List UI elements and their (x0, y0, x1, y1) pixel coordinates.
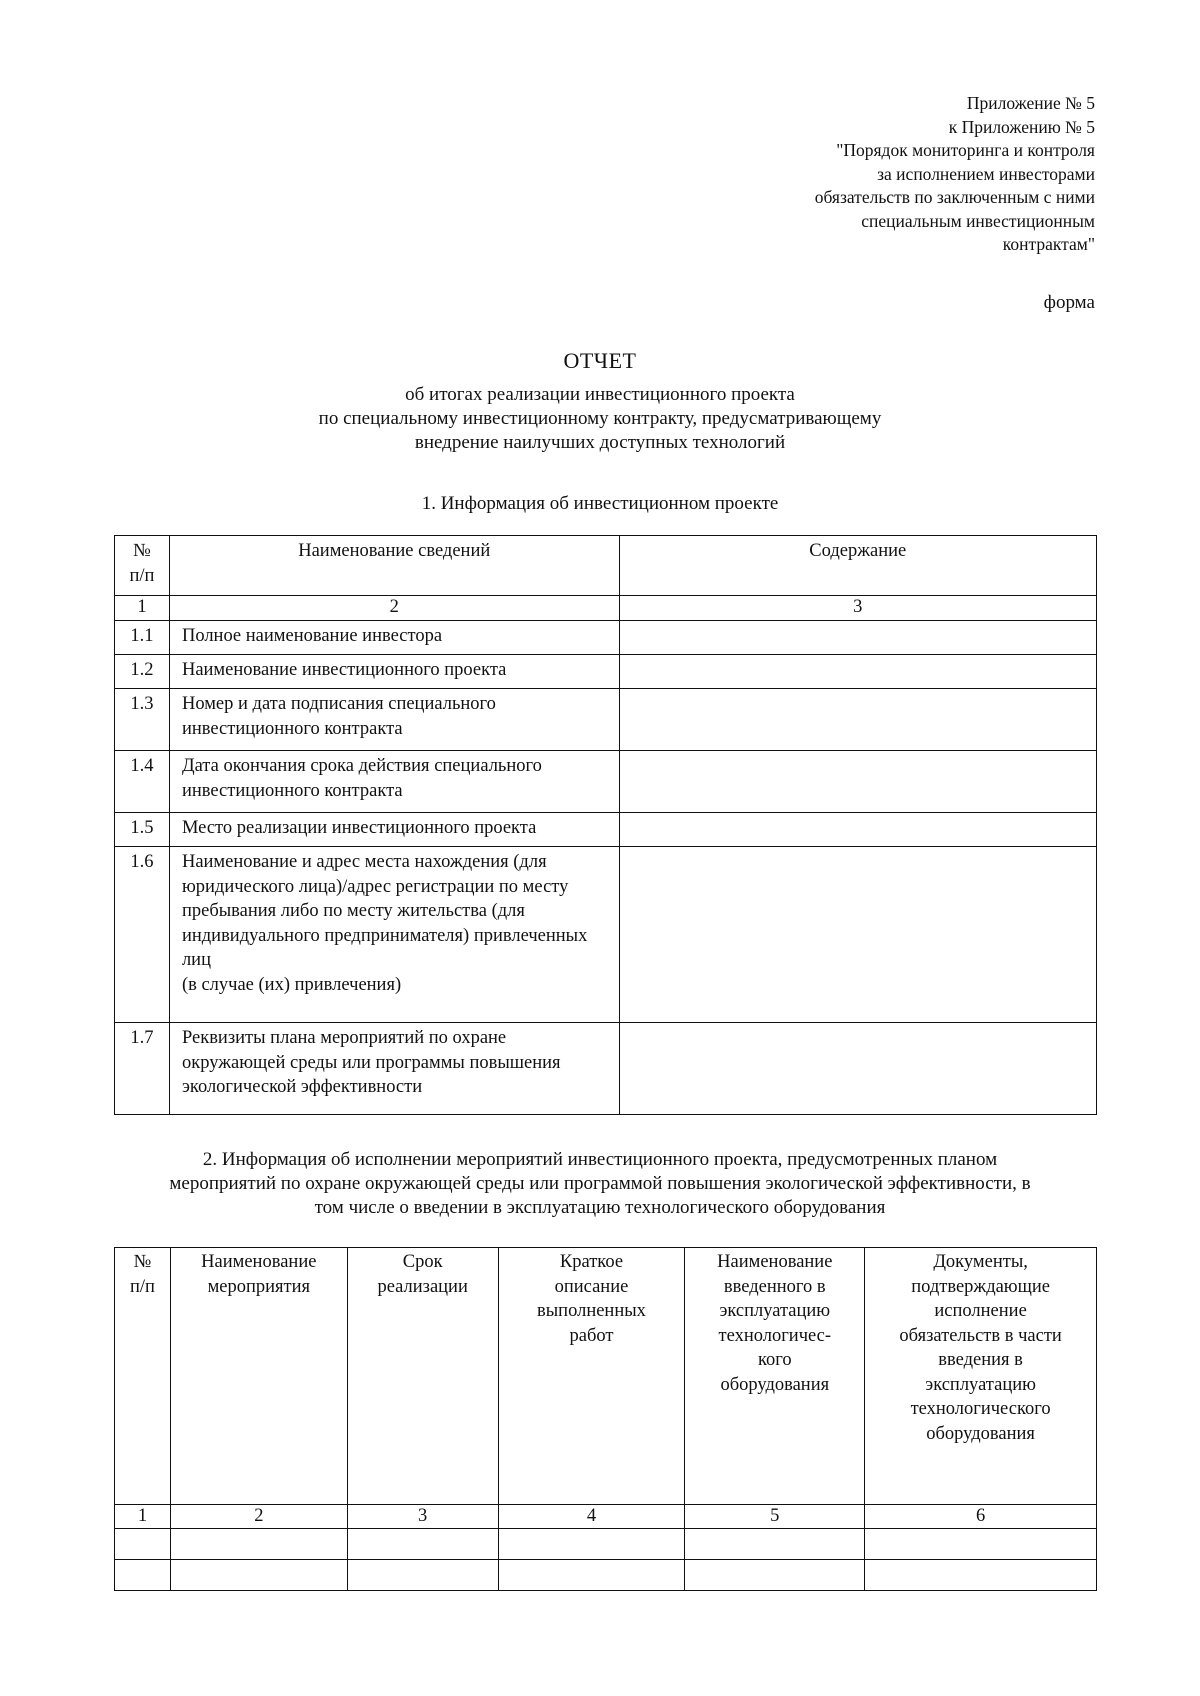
row-name: Место реализации инвестиционного проекта (169, 813, 619, 847)
table-index-row (115, 596, 1097, 621)
table-row (115, 1023, 1097, 1115)
header-cell: Срок реализации (347, 1248, 498, 1505)
section2-heading (0, 1148, 1200, 1220)
empty-cell[interactable] (170, 1529, 347, 1560)
header-cell: № п/п (115, 1248, 171, 1505)
header-cell: Наименование введенного в эксплуатацию технологичес- кого оборудования (685, 1248, 865, 1505)
empty-cell[interactable] (347, 1529, 498, 1560)
empty-cell[interactable] (115, 1560, 171, 1591)
activities-table (114, 1247, 1097, 1591)
row-value[interactable] (619, 751, 1096, 813)
index-cell: 2 (170, 1505, 347, 1529)
table-row (115, 847, 1097, 1023)
row-number: 1.7 (115, 1023, 170, 1115)
empty-cell[interactable] (170, 1560, 347, 1591)
row-value[interactable] (619, 847, 1096, 1023)
row-number: 1.5 (115, 813, 170, 847)
table-row (115, 751, 1097, 813)
header-cell: Краткое описание выполненных работ (498, 1248, 685, 1505)
row-name: Наименование и адрес места нахождения (для юридического лица)/адрес регистрации по месту пребывания либо по месту жительства (для индивидуального предпринимателя) привлеченных лиц (в случае (их) привлечения) (169, 847, 619, 1023)
annex-line: Приложение № 5 (966, 93, 1095, 113)
heading-line: том числе о введении в эксплуатацию технологического оборудования (314, 1197, 886, 1218)
empty-cell[interactable] (498, 1560, 685, 1591)
form-label: форма (1043, 292, 1095, 313)
subtitle-line: по специальному инвестиционному контракту, предусматривающему (318, 408, 882, 429)
table-row (115, 1560, 1097, 1591)
report-subtitle (0, 383, 1200, 455)
empty-cell[interactable] (347, 1560, 498, 1591)
annex-line: специальным инвестиционным (861, 210, 1095, 231)
project-info-table (114, 535, 1097, 1115)
row-value[interactable] (619, 655, 1096, 689)
row-number: 1.2 (115, 655, 170, 689)
empty-cell[interactable] (685, 1560, 865, 1591)
index-cell: 1 (115, 1505, 171, 1529)
table-row (115, 689, 1097, 751)
annex-line: контрактам" (1002, 234, 1095, 254)
row-number: 1.4 (115, 751, 170, 813)
table-row (115, 813, 1097, 847)
heading-line: 2. Информация об исполнении мероприятий инвестиционного проекта, предусмотренных планом (202, 1149, 998, 1170)
annex-line: за исполнением инвесторами (877, 163, 1095, 184)
index-cell: 3 (347, 1505, 498, 1529)
index-cell: 4 (498, 1505, 685, 1529)
table-header-row (115, 1248, 1097, 1505)
row-number: 1.6 (115, 847, 170, 1023)
row-name: Полное наименование инвестора (169, 621, 619, 655)
empty-cell[interactable] (115, 1529, 171, 1560)
subtitle-line: об итогах реализации инвестиционного проекта (405, 384, 795, 405)
row-name: Наименование инвестиционного проекта (169, 655, 619, 689)
annex-line: обязательств по заключенным с ними (814, 187, 1095, 207)
subtitle-line: внедрение наилучших доступных технологий (414, 432, 786, 453)
annex-line: к Приложению № 5 (948, 116, 1095, 137)
index-cell: 3 (619, 596, 1096, 621)
header-cell: Наименование мероприятия (170, 1248, 347, 1505)
table-row (115, 1529, 1097, 1560)
heading-line: мероприятий по охране окружающей среды или программой повышения экологической эффективности, в (169, 1173, 1031, 1194)
empty-cell[interactable] (685, 1529, 865, 1560)
index-cell: 1 (115, 596, 170, 621)
row-value[interactable] (619, 689, 1096, 751)
annex-line: "Порядок мониторинга и контроля (836, 140, 1095, 160)
header-cell: Наименование сведений (169, 536, 619, 596)
row-name: Дата окончания срока действия специального инвестиционного контракта (169, 751, 619, 813)
row-name: Реквизиты плана мероприятий по охране окружающей среды или программы повышения экологической эффективности (169, 1023, 619, 1115)
table-index-row (115, 1505, 1097, 1529)
index-cell: 6 (865, 1505, 1097, 1529)
index-cell: 5 (685, 1505, 865, 1529)
header-cell: № п/п (115, 536, 170, 596)
table-header-row (115, 536, 1097, 596)
header-cell: Документы, подтверждающие исполнение обязательств в части введения в эксплуатацию технологического оборудования (865, 1248, 1097, 1505)
empty-cell[interactable] (498, 1529, 685, 1560)
row-value[interactable] (619, 1023, 1096, 1115)
row-value[interactable] (619, 621, 1096, 655)
table-row (115, 621, 1097, 655)
empty-cell[interactable] (865, 1529, 1097, 1560)
annex-header (735, 92, 1095, 257)
row-value[interactable] (619, 813, 1096, 847)
index-cell: 2 (169, 596, 619, 621)
row-name: Номер и дата подписания специального инвестиционного контракта (169, 689, 619, 751)
section1-heading: 1. Информация об инвестиционном проекте (421, 493, 779, 514)
table-row (115, 655, 1097, 689)
report-title: ОТЧЕТ (563, 348, 637, 373)
row-number: 1.1 (115, 621, 170, 655)
header-cell: Содержание (619, 536, 1096, 596)
empty-cell[interactable] (865, 1560, 1097, 1591)
row-number: 1.3 (115, 689, 170, 751)
